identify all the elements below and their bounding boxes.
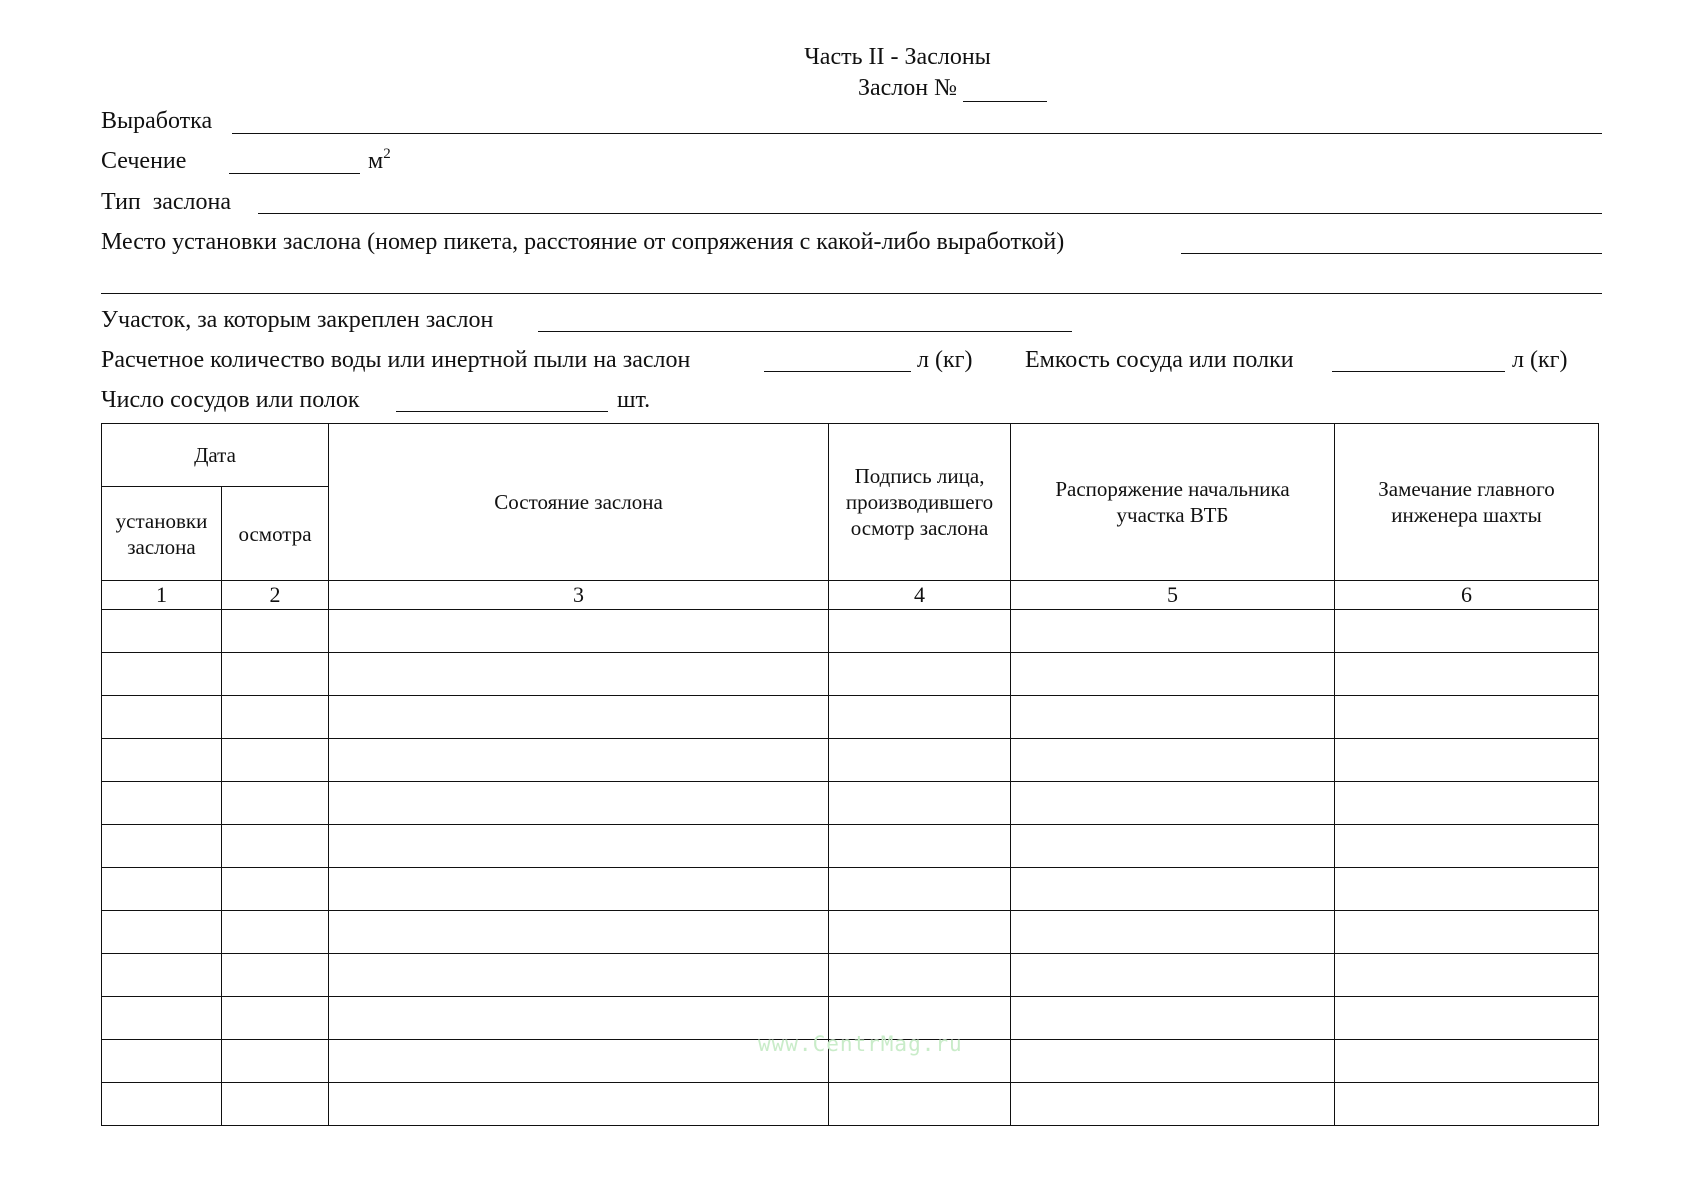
vessel-count-field[interactable] xyxy=(396,411,608,412)
table-cell[interactable] xyxy=(1011,825,1335,868)
signature-header: Подпись лица, производившего осмотр заслона xyxy=(829,424,1011,581)
column-number: 6 xyxy=(1335,581,1599,610)
part-title: Часть II - Заслоны xyxy=(804,44,991,70)
table-cell[interactable] xyxy=(1335,954,1599,997)
table-cell[interactable] xyxy=(829,1083,1011,1126)
column-number: 1 xyxy=(102,581,222,610)
district-label: Участок, за которым закреплен заслон xyxy=(101,307,494,333)
column-number: 2 xyxy=(222,581,329,610)
district-field[interactable] xyxy=(538,331,1072,332)
table-cell[interactable] xyxy=(102,696,222,739)
table-row xyxy=(102,782,1599,825)
table-cell[interactable] xyxy=(1011,1040,1335,1083)
section-label: Сечение xyxy=(101,148,187,174)
table-cell[interactable] xyxy=(1011,610,1335,653)
table-cell[interactable] xyxy=(102,1040,222,1083)
table-cell[interactable] xyxy=(1335,825,1599,868)
table-cell[interactable] xyxy=(1335,997,1599,1040)
table-cell[interactable] xyxy=(222,825,329,868)
remark-header: Замечание главного инженера шахты xyxy=(1335,424,1599,581)
table-cell[interactable] xyxy=(1335,1083,1599,1126)
column-number: 3 xyxy=(329,581,829,610)
table-row xyxy=(102,610,1599,653)
table-cell[interactable] xyxy=(1011,868,1335,911)
table-cell[interactable] xyxy=(329,868,829,911)
table-row xyxy=(102,653,1599,696)
table-cell[interactable] xyxy=(329,997,829,1040)
table-cell[interactable] xyxy=(102,868,222,911)
capacity-label: Емкость сосуда или полки xyxy=(1025,347,1294,373)
vessel-count-unit: шт. xyxy=(617,387,651,413)
table-cell[interactable] xyxy=(222,1040,329,1083)
capacity-field[interactable] xyxy=(1332,371,1505,372)
watermark: www.CentrMag.ru xyxy=(758,1032,963,1056)
water-amount-label: Расчетное количество воды или инертной пыли на заслон xyxy=(101,347,691,373)
table-cell[interactable] xyxy=(102,782,222,825)
table-cell[interactable] xyxy=(329,1083,829,1126)
order-header: Распоряжение начальника участка ВТБ xyxy=(1011,424,1335,581)
barrier-number-line xyxy=(104,74,1697,102)
table-cell[interactable] xyxy=(329,911,829,954)
section-unit-power: 2 xyxy=(383,146,391,162)
table-row xyxy=(102,868,1599,911)
section-unit: $м^2$ xyxy=(368,146,391,174)
table-cell[interactable] xyxy=(102,911,222,954)
table-cell[interactable] xyxy=(102,954,222,997)
table-cell[interactable] xyxy=(102,653,222,696)
table-cell[interactable] xyxy=(102,610,222,653)
barrier-number-blank[interactable] xyxy=(963,75,1047,102)
table-cell[interactable] xyxy=(1335,653,1599,696)
table-cell[interactable] xyxy=(222,911,329,954)
table-cell[interactable] xyxy=(329,653,829,696)
table-cell[interactable] xyxy=(102,825,222,868)
table-cell[interactable] xyxy=(102,997,222,1040)
table-cell[interactable] xyxy=(222,1083,329,1126)
table-cell[interactable] xyxy=(1011,696,1335,739)
table-row xyxy=(102,825,1599,868)
location-field-continued[interactable] xyxy=(101,293,1602,294)
table-cell[interactable] xyxy=(1011,1083,1335,1126)
table-cell[interactable] xyxy=(329,782,829,825)
table-cell[interactable] xyxy=(829,696,1011,739)
location-field[interactable] xyxy=(1181,253,1602,254)
table-cell[interactable] xyxy=(829,782,1011,825)
table-row xyxy=(102,954,1599,997)
barrier-type-field[interactable] xyxy=(258,213,1602,214)
table-cell[interactable] xyxy=(329,610,829,653)
table-cell[interactable] xyxy=(329,696,829,739)
table-cell[interactable] xyxy=(222,610,329,653)
vessel-count-label: Число сосудов или полок xyxy=(101,387,360,413)
column-number: 5 xyxy=(1011,581,1335,610)
table-cell[interactable] xyxy=(1011,997,1335,1040)
barrier-label: Заслон № xyxy=(857,75,958,101)
column-number: 4 xyxy=(829,581,1011,610)
table-cell[interactable] xyxy=(1335,868,1599,911)
water-amount-field[interactable] xyxy=(764,371,911,372)
table-cell[interactable] xyxy=(329,825,829,868)
table-cell[interactable] xyxy=(829,954,1011,997)
state-header: Состояние заслона xyxy=(329,424,829,581)
table-cell[interactable] xyxy=(1335,1040,1599,1083)
table-cell[interactable] xyxy=(1011,739,1335,782)
date-group-header: Дата xyxy=(102,424,329,487)
table-cell[interactable] xyxy=(1011,782,1335,825)
capacity-unit: л (кг) xyxy=(1512,347,1568,373)
table-cell[interactable] xyxy=(1335,739,1599,782)
table-cell[interactable] xyxy=(329,954,829,997)
table-cell[interactable] xyxy=(222,954,329,997)
water-amount-unit: л (кг) xyxy=(917,347,973,373)
table-cell[interactable] xyxy=(329,1040,829,1083)
table-cell[interactable] xyxy=(329,739,829,782)
table-cell[interactable] xyxy=(1011,653,1335,696)
table-row xyxy=(102,1083,1599,1126)
table-cell[interactable] xyxy=(829,653,1011,696)
table-cell[interactable] xyxy=(102,1083,222,1126)
table-cell[interactable] xyxy=(1335,782,1599,825)
table-cell[interactable] xyxy=(222,739,329,782)
section-field[interactable] xyxy=(229,173,360,174)
inspect-date-header: осмотра xyxy=(222,487,329,581)
table-cell[interactable] xyxy=(1335,610,1599,653)
table-cell[interactable] xyxy=(1335,696,1599,739)
inspection-log-table xyxy=(101,423,1599,1126)
table-cell[interactable] xyxy=(829,825,1011,868)
table-cell[interactable] xyxy=(1011,954,1335,997)
table-cell[interactable] xyxy=(222,997,329,1040)
working-field[interactable] xyxy=(232,133,1602,134)
table-cell[interactable] xyxy=(1011,911,1335,954)
table-row xyxy=(102,911,1599,954)
table-cell[interactable] xyxy=(102,739,222,782)
table-cell[interactable] xyxy=(222,782,329,825)
table-cell[interactable] xyxy=(222,696,329,739)
table-row xyxy=(102,739,1599,782)
location-label: Место установки заслона (номер пикета, расстояние от сопряжения с какой-либо выработкой) xyxy=(101,229,1065,255)
table-cell[interactable] xyxy=(829,911,1011,954)
table-cell[interactable] xyxy=(829,610,1011,653)
table-cell[interactable] xyxy=(222,868,329,911)
working-label: Выработка xyxy=(101,108,213,134)
install-date-header: установки заслона xyxy=(102,487,222,581)
table-cell[interactable] xyxy=(829,739,1011,782)
table-row xyxy=(102,696,1599,739)
table-cell[interactable] xyxy=(222,653,329,696)
barrier-type-label: Тип заслона xyxy=(101,189,232,215)
table-cell[interactable] xyxy=(829,868,1011,911)
table-cell[interactable] xyxy=(1335,911,1599,954)
